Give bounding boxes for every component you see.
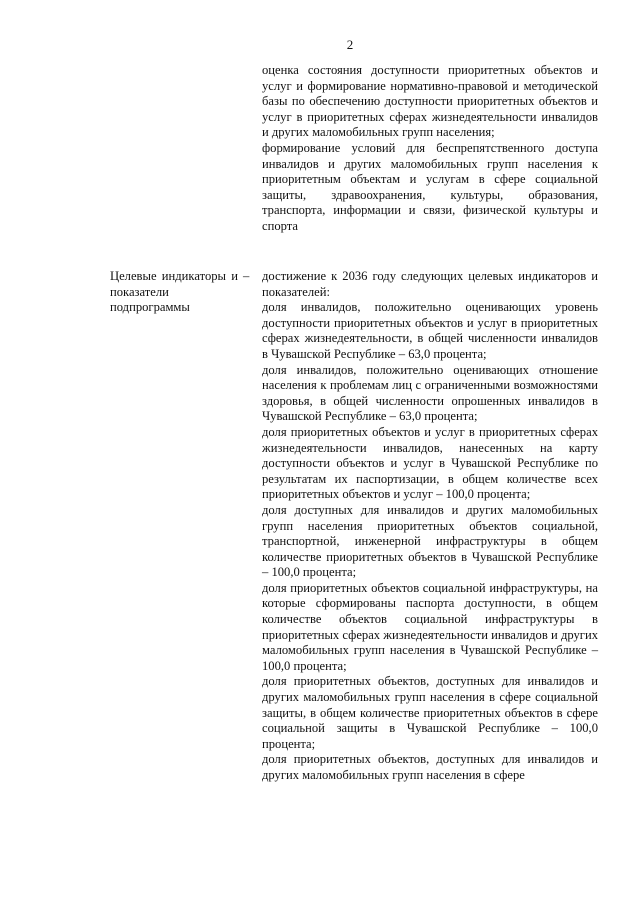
indicator-paragraph: доля доступных для инвалидов и других маломобильных групп населения приоритетных объектов социальной, транспортной, инженерной инфраструктуры в общем количестве приоритетных объектов в Чувашской Республике – 100,0 процента;	[262, 502, 598, 580]
indicator-paragraph: доля инвалидов, положительно оценивающих уровень доступности приоритетных объектов и услуг в приоритетных сферах жизнедеятельности, в общей численности инвалидов в Чувашской Республике – 63,0 процента;	[262, 300, 598, 361]
continuation-text	[262, 63, 598, 235]
indicator-paragraph: доля приоритетных объектов, доступных для инвалидов и других маломобильных групп населения в сфере социальной защиты, в общем количестве приоритетных объектов в сфере социальной защиты в Чувашской Республике – 100,0 процента;	[262, 674, 598, 751]
indicators-list	[262, 269, 598, 784]
indicator-paragraph: доля приоритетных объектов и услуг в приоритетных сферах жизнедеятельности инвалидов, нанесенных на карту доступности объектов и услуг в Чувашской Республике по результатам их паспортизации, в общем количестве всех приоритетных объектов и услуг – 100,0 процента;	[262, 424, 598, 502]
indicator-paragraph: доля приоритетных объектов социальной инфраструктуры, на которые сформированы паспорта доступности, в общем количестве объектов социальной инфраструктуры в приоритетных сферах жизнедеятельности инвалидов и других маломобильных групп населения в Чувашской Республике – 100,0 процента;	[262, 580, 598, 673]
indicators-label: Целевые индикаторы и показатели подпрограммы	[110, 269, 238, 315]
paragraph: формирование условий для беспрепятственного доступа инвалидов и других маломобильных групп населения к приоритетным объектам и услугам в сфере социальной защиты, здравоохранения, культуры, образования, транспорта, информации и связи, физической культуры и спорта	[262, 140, 598, 233]
page-number: 2	[346, 37, 354, 52]
indicator-paragraph: доля инвалидов, положительно оценивающих отношение населения к проблемам лиц с ограниченными возможностями здоровья, в общей численности опрошенных инвалидов в Чувашской Республике – 63,0 процента;	[262, 362, 598, 424]
label-dash: –	[243, 269, 250, 283]
indicator-paragraph: достижение к 2036 году следующих целевых индикаторов и показателей:	[262, 269, 598, 299]
paragraph: оценка состояния доступности приоритетных объектов и услуг и формирование нормативно-правовой и методической базы по обеспечению доступности приоритетных объектов и услуг в приоритетных сферах жизнедеятельности инвалидов и других маломобильных групп населения;	[262, 63, 598, 140]
indicator-paragraph: доля приоритетных объектов, доступных для инвалидов и других маломобильных групп населения в сфере	[262, 752, 598, 782]
